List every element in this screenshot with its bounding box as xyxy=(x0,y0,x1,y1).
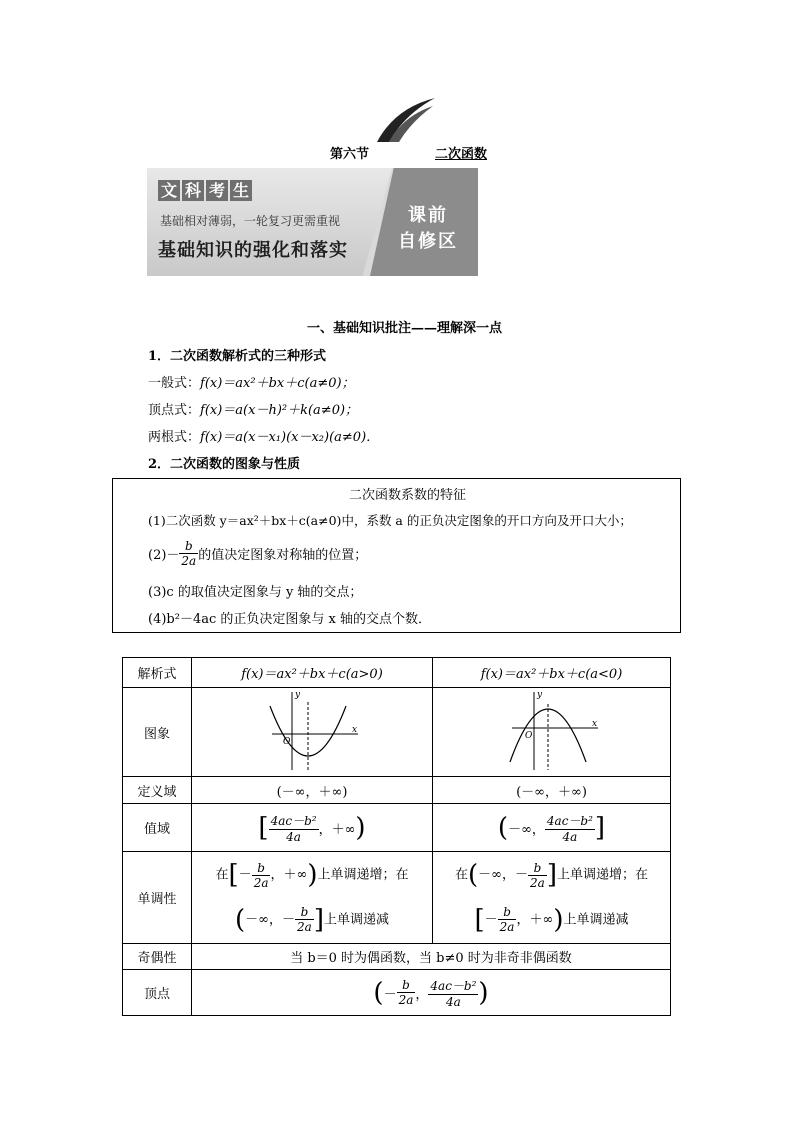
fraction-numerator: b xyxy=(498,905,517,920)
mono-text: 上单调递增；在 xyxy=(556,867,648,883)
mono-text: 在 xyxy=(455,867,469,883)
fraction-numerator: b xyxy=(528,861,547,876)
table-row xyxy=(123,970,671,1016)
monotonicity-a-positive xyxy=(192,852,433,944)
vertex-fraction xyxy=(397,978,416,1007)
fraction-denominator: 2a xyxy=(530,875,545,890)
range-fraction xyxy=(545,812,595,844)
fraction-denominator: 4a xyxy=(286,829,301,844)
mono-line xyxy=(192,853,432,898)
item1-title: 1．二次函数解析式的三种形式 xyxy=(148,349,327,364)
bracket: ( xyxy=(468,860,479,890)
table-row xyxy=(123,658,671,688)
fraction-denominator: 2a xyxy=(297,920,312,934)
bracket: ( xyxy=(235,904,246,935)
mono-line xyxy=(433,898,670,943)
banner-tags xyxy=(158,178,254,201)
mono-fraction xyxy=(498,905,517,934)
roots-form-label: 两根式： xyxy=(148,430,201,445)
fraction-numerator: b xyxy=(295,905,314,920)
row-header: 图象 xyxy=(123,688,192,777)
mono-text: 上单调递减 xyxy=(323,912,389,927)
mono-line xyxy=(192,898,432,943)
fraction-denominator: 4a xyxy=(562,829,578,844)
roots-form xyxy=(148,426,379,445)
domain-a-positive: (－∞，＋∞) xyxy=(192,777,433,804)
column-header-a-positive: f(x)＝ax²＋bx＋c(a>0) xyxy=(192,658,433,688)
mono-text: － xyxy=(238,867,252,883)
bracket: ] xyxy=(313,904,324,935)
bracket: ( xyxy=(373,977,384,1008)
note-line-2-post: 的值决定图象对称轴的位置； xyxy=(198,548,368,563)
fraction-numerator: b xyxy=(179,539,198,554)
bracket: ( xyxy=(497,812,509,843)
origin-label: O xyxy=(283,737,291,747)
fraction-numerator: 4ac－b² xyxy=(270,813,317,828)
vertex-form-label: 顶点式： xyxy=(148,403,201,418)
row-header: 奇偶性 xyxy=(123,944,192,970)
parabola-up-graph xyxy=(262,688,362,772)
fraction-numerator: b xyxy=(397,978,416,993)
bracket: ) xyxy=(553,904,564,935)
vertex-cell: (－ $\frac{b}{2a}$ ， $\frac{\text{4ac－b²}}{4a}$ ) xyxy=(192,970,671,1016)
x-axis-label: x xyxy=(352,725,358,735)
properties-table xyxy=(122,657,671,1016)
y-axis-label: y xyxy=(295,690,301,700)
banner-tag: 生 xyxy=(230,180,252,201)
mono-text: －∞，－ xyxy=(245,912,296,927)
mono-text: －∞，－ xyxy=(478,867,529,883)
range-head: －∞， xyxy=(508,822,545,837)
mono-text: 上单调递增；在 xyxy=(317,867,409,883)
bracket: ) xyxy=(478,977,489,1008)
note-line-3: (3)c 的取值决定图象与 y 轴的交点； xyxy=(148,585,363,600)
banner-side-text xyxy=(398,203,458,255)
general-form xyxy=(148,372,355,391)
row-header: 顶点 xyxy=(123,970,192,1016)
mono-fraction xyxy=(528,861,547,890)
banner-subtitle: 基础相对薄弱，一轮复习更需重视 xyxy=(160,214,341,228)
banner-side-line: 课前 xyxy=(408,205,448,226)
banner-tag: 考 xyxy=(206,180,228,201)
table-row xyxy=(123,777,671,804)
mono-text: ，＋∞ xyxy=(516,912,554,927)
range-a-negative xyxy=(433,804,671,852)
mono-line xyxy=(433,853,670,898)
bracket: [ xyxy=(474,904,485,935)
graph-upward xyxy=(192,688,433,777)
mono-fraction xyxy=(252,861,271,890)
banner-tag: 文 xyxy=(158,180,180,201)
topic-name: 二次函数 xyxy=(435,147,488,162)
banner-main-title: 基础知识的强化和落实 xyxy=(158,240,348,261)
y-axis-label: y xyxy=(536,690,542,700)
table-row xyxy=(123,852,671,944)
topic-title xyxy=(435,143,487,162)
mono-text: 在 xyxy=(215,867,229,883)
bracket: ) xyxy=(307,860,318,890)
range-tail: ，＋∞ xyxy=(318,822,356,837)
note-line-1: (1)二次函数 y＝ax²＋bx＋c(a≠0)中，系数 a 的正负决定图象的开口方向及开口大小； xyxy=(148,513,632,528)
section-number: 第六节 xyxy=(330,147,370,162)
graph-downward xyxy=(433,688,671,777)
swoosh-logo xyxy=(375,96,437,144)
table-row xyxy=(123,688,671,777)
parity-cell: 当 b＝0 时为偶函数，当 b≠0 时为非奇非偶函数 xyxy=(192,944,671,970)
bracket: [ xyxy=(228,860,239,890)
fraction-denominator: 2a xyxy=(499,920,515,934)
item2-title: 2．二次函数的图象与性质 xyxy=(148,457,301,472)
vertex-text: － xyxy=(383,987,397,1002)
banner-side-line: 自修区 xyxy=(398,231,458,252)
bracket: ] xyxy=(594,812,606,843)
section-title xyxy=(330,143,369,162)
table-row xyxy=(123,944,671,970)
fraction-numerator: 4ac－b² xyxy=(546,813,593,828)
roots-form-expr: f(x)＝a(x－x₁)(x－x₂)(a≠0)． xyxy=(200,430,380,445)
domain-a-negative: (－∞，＋∞) xyxy=(433,777,671,804)
vertex-fraction xyxy=(428,977,478,1009)
bracket: [ xyxy=(258,812,269,843)
general-form-expr: f(x)＝ax²＋bx＋c(a≠0)； xyxy=(200,376,355,391)
note-fraction xyxy=(179,539,198,568)
mono-fraction xyxy=(295,905,314,934)
mono-text: ，＋∞ xyxy=(270,867,308,883)
part-heading: 一、基础知识批注——理解深一点 xyxy=(307,321,503,336)
row-header: 解析式 xyxy=(123,658,192,688)
banner-tag: 科 xyxy=(182,180,204,201)
fraction-numerator: b xyxy=(252,861,271,876)
range-a-positive xyxy=(192,804,433,852)
origin-label: O xyxy=(524,731,532,741)
vertex-form-expr: f(x)＝a(x－h)²＋k(a≠0)； xyxy=(200,403,359,418)
fraction-denominator: 4a xyxy=(446,994,461,1009)
range-fraction xyxy=(269,812,319,844)
fraction-numerator: 4ac－b² xyxy=(430,978,477,993)
column-header-a-negative: f(x)＝ax²＋bx＋c(a<0) xyxy=(433,658,671,688)
monotonicity-a-negative xyxy=(433,852,671,944)
table-row xyxy=(123,804,671,852)
note-box-title: 二次函数系数的特征 xyxy=(349,488,467,503)
bracket: ] xyxy=(546,860,557,890)
fraction-denominator: 2a xyxy=(181,554,197,568)
row-header: 值域 xyxy=(123,804,192,852)
mono-text: － xyxy=(484,912,498,927)
note-line-2-pre: (2)－ xyxy=(148,548,180,563)
row-header: 单调性 xyxy=(123,852,192,944)
fraction-denominator: 2a xyxy=(398,993,414,1007)
vertex-form xyxy=(148,399,358,418)
parabola-down-graph xyxy=(502,688,602,772)
general-form-label: 一般式： xyxy=(148,376,201,391)
fraction-denominator: 2a xyxy=(253,875,269,890)
row-header: 定义域 xyxy=(123,777,192,804)
note-line-4: (4)b²－4ac 的正负决定图象与 x 轴的交点个数． xyxy=(148,612,431,627)
bracket: ) xyxy=(355,812,366,843)
mono-text: 上单调递减 xyxy=(563,912,629,927)
note-line-2 xyxy=(148,539,367,568)
x-axis-label: x xyxy=(591,719,597,729)
